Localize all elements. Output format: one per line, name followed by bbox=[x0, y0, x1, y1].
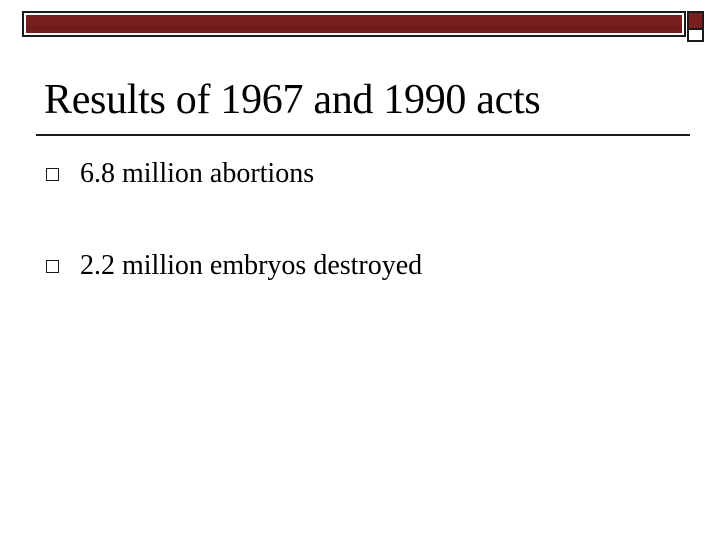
bullet-list bbox=[46, 152, 422, 336]
title-underline bbox=[36, 134, 690, 136]
bullet-text: 2.2 million embryos destroyed bbox=[80, 250, 423, 282]
top-bar-fill bbox=[26, 15, 682, 33]
top-decorative-bar bbox=[22, 11, 686, 37]
corner-outline-box bbox=[687, 28, 704, 42]
hollow-square-bullet-icon bbox=[46, 168, 59, 181]
bullet-item bbox=[46, 244, 422, 288]
slide-title: Results of 1967 and 1990 acts bbox=[44, 77, 541, 123]
bullet-item bbox=[46, 152, 422, 196]
bullet-text: 6.8 million abortions bbox=[80, 158, 315, 190]
hollow-square-bullet-icon bbox=[46, 260, 59, 273]
top-bar-band bbox=[26, 26, 682, 31]
